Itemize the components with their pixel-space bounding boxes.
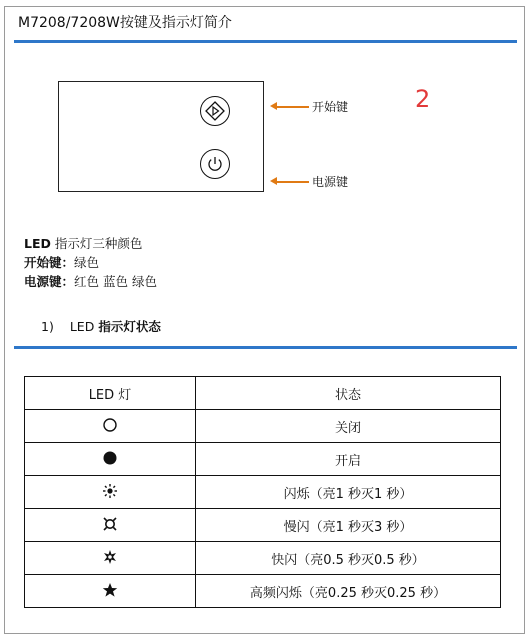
page-title: M7208/7208W按键及指示灯简介 [18,15,232,31]
led-heading-latin: LED [24,236,51,251]
start-key-callout: 开始键 [312,100,349,114]
table-row [25,575,501,608]
start-key-colors-value: 绿色 [74,255,100,270]
power-icon [205,154,225,174]
section-divider [14,346,517,349]
start-key-colors-label: 开始键： [24,255,75,270]
start-diamond-icon [204,100,226,122]
power-key-colors [24,272,157,290]
status-cell: 快闪（亮0.5 秒灭0.5 秒） [196,542,501,575]
table-row [25,509,501,542]
power-key-colors-label: 电源键： [24,274,75,289]
led-heading-text: 指示灯三种颜色 [54,236,143,251]
table-header-status: 状态 [196,377,501,410]
power-key-arrow [275,181,309,183]
star-filled-icon [101,581,119,599]
gear-star-icon [101,548,119,566]
led-symbol-cell [25,542,196,575]
top-divider [14,40,517,43]
led-symbol-cell [25,509,196,542]
page-number: 2 [415,85,431,113]
ring-rays-icon [101,515,119,533]
table-row [25,476,501,509]
start-key-arrow [275,106,309,108]
led-status-table [24,376,501,608]
status-cell: 闪烁（亮1 秒灭1 秒） [196,476,501,509]
start-key-colors [24,253,99,271]
section-heading [41,317,161,335]
section-text: 指示灯状态 [98,319,161,334]
sun-burst-icon [101,482,119,500]
control-panel-diagram [58,81,264,192]
led-symbol-cell [25,443,196,476]
led-colors-heading [24,234,142,252]
table-row [25,443,501,476]
status-cell: 开启 [196,443,501,476]
circle-filled-icon [101,449,119,467]
circle-outline-icon [101,416,119,434]
section-number: 1) [41,319,54,334]
table-header-led: LED 灯 [25,377,196,410]
table-row [25,410,501,443]
led-symbol-cell [25,410,196,443]
power-key-colors-value: 红色 蓝色 绿色 [74,274,157,289]
led-symbol-cell [25,575,196,608]
section-latin: LED [69,319,95,334]
status-cell: 关闭 [196,410,501,443]
status-cell: 高频闪烁（亮0.25 秒灭0.25 秒） [196,575,501,608]
status-cell: 慢闪（亮1 秒灭3 秒） [196,509,501,542]
power-button-diagram [200,149,230,179]
table-row [25,542,501,575]
led-symbol-cell [25,476,196,509]
start-button-diagram [200,96,230,126]
power-key-callout: 电源键 [312,175,349,189]
